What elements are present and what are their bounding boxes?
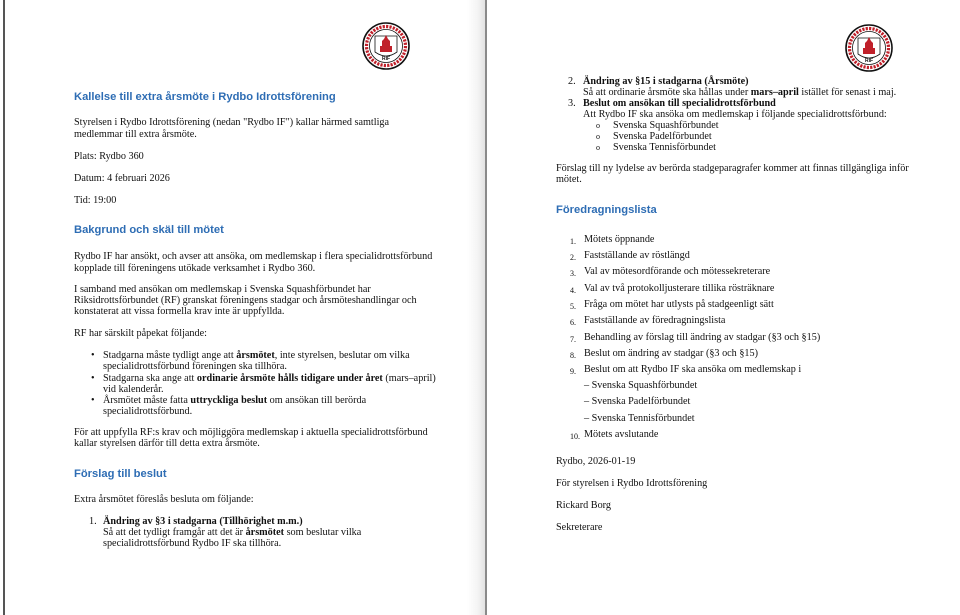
club-logo — [362, 22, 410, 70]
svg-text:RIF: RIF — [381, 56, 391, 62]
agenda-number: 2. — [570, 253, 576, 262]
proposal-item-number: 2. — [568, 76, 576, 87]
bullet-icon: • — [91, 395, 95, 406]
place-date: Rydbo, 2026-01-19 — [556, 456, 636, 467]
proposal-item-text-cont: specialidrottsförbund Rydbo IF ska tillhöra. — [103, 538, 282, 549]
bullet-icon: • — [91, 373, 95, 384]
bullet-item-cont: specialidrottsförbund föreningen ska tillhöra. — [103, 361, 287, 372]
proposal-item-text: Att Rydbo IF ska ansöka om medlemskap i följande specialidrottsförbund: — [583, 109, 887, 120]
intro-line-1: Styrelsen i Rydbo Idrottsförening (nedan "Rydbo IF") kallar härmed samtliga — [74, 117, 390, 128]
agenda-item: Fastställande av föredragningslista — [584, 315, 726, 326]
bullet-item: Stadgarna ska ange att ordinarie årsmöte hålls tidigare under året (mars–april) — [103, 373, 436, 384]
agenda-item: Fråga om mötet har utlysts på stadgeenligt sätt — [584, 299, 774, 310]
signer-role: Sekreterare — [556, 522, 603, 533]
agenda-item: Val av två protokolljusterare tillika rösträknare — [584, 283, 775, 294]
bullet-item: Stadgarna måste tydligt ange att årsmötet, inte styrelsen, beslutar om vilka — [103, 350, 410, 361]
agenda-item: Val av mötesordförande och mötessekreterare — [584, 266, 771, 277]
agenda-sub-item: – Svenska Squashförbundet — [584, 380, 698, 391]
proposal-item-text: Så att ordinarie årsmöte ska hållas under mars–april istället för senast i maj. — [583, 87, 897, 98]
page-gutter-shadow — [467, 0, 485, 615]
federation-item: Svenska Tennisförbundet — [613, 142, 716, 153]
meeting-place: Plats: Rydbo 360 — [74, 151, 144, 162]
background-p1-line-2: kopplade till föreningens utökade verksamhet i Rydbo 360. — [74, 263, 316, 274]
agenda-item: Behandling av förslag till ändring av stadgar (§3 och §15) — [584, 332, 821, 343]
conclusion-line-2: kallar styrelsen därför till detta extra årsmöte. — [74, 438, 260, 449]
agenda-item: Beslut om att Rydbo IF ska ansöka om medlemskap i — [584, 364, 802, 375]
bullet-item: Årsmötet måste fatta uttryckliga beslut om ansökan till berörda — [103, 395, 367, 406]
agenda-number: 1. — [570, 237, 576, 246]
proposal-item-title: Ändring av §3 i stadgarna (Tillhörighet m.m.) — [103, 516, 303, 527]
agenda-heading: Föredragningslista — [556, 204, 657, 216]
document-page-1 — [3, 0, 467, 615]
federation-item: Svenska Padelförbundet — [613, 131, 712, 142]
conclusion-line-1: För att uppfylla RF:s krav och möjliggöra medlemskap i aktuella specialidrottsförbund — [74, 427, 428, 438]
agenda-number: 9. — [570, 367, 576, 376]
signature-for-board: För styrelsen i Rydbo Idrottsförening — [556, 478, 708, 489]
agenda-number: 7. — [570, 335, 576, 344]
proposal-item-title: Beslut om ansökan till specialidrottsförbund — [583, 98, 776, 109]
document-page-2 — [487, 0, 960, 615]
proposal-item-title: Ändring av §15 i stadgarna (Årsmöte) — [583, 76, 749, 87]
background-p1-line-1: Rydbo IF har ansökt, och avser att ansöka, om medlemskap i flera specialidrottsförbund — [74, 251, 433, 262]
agenda-number: 8. — [570, 351, 576, 360]
agenda-item: Beslut om ändring av stadgar (§3 och §15) — [584, 348, 758, 359]
bullet-icon: • — [91, 350, 95, 361]
proposal-item-text: Så att det tydligt framgår att det är årsmötet som beslutar vilka — [103, 527, 362, 538]
intro-line-2: medlemmar till extra årsmöte. — [74, 129, 197, 140]
proposal-heading: Förslag till beslut — [74, 468, 167, 480]
circle-bullet-icon: o — [596, 143, 600, 152]
agenda-number: 10. — [570, 432, 580, 441]
agenda-number: 5. — [570, 302, 576, 311]
background-p2-line-1: I samband med ansökan om medlemskap i Svenska Squashförbundet har — [74, 284, 371, 295]
note-line-2: mötet. — [556, 174, 582, 185]
agenda-number: 4. — [570, 286, 576, 295]
agenda-item: Mötets öppnande — [584, 234, 655, 245]
federation-item: Svenska Squashförbundet — [613, 120, 719, 131]
agenda-number: 6. — [570, 318, 576, 327]
background-p2-line-2: Riksidrottsförbundet (RF) granskat föreningens stadgar och årsmöteshandlingar och — [74, 295, 417, 306]
proposal-item-number: 1. — [89, 516, 97, 527]
agenda-item: Mötets avslutande — [584, 429, 659, 440]
rf-intro: RF har särskilt påpekat följande: — [74, 328, 207, 339]
document-title: Kallelse till extra årsmöte i Rydbo Idrottsförening — [74, 91, 336, 103]
svg-text:RIF: RIF — [864, 58, 874, 64]
circle-bullet-icon: o — [596, 132, 600, 141]
agenda-sub-item: – Svenska Padelförbundet — [584, 396, 691, 407]
agenda-item: Fastställande av röstlängd — [584, 250, 690, 261]
background-p2-line-3: konstaterat att vissa formella krav inte är uppfyllda. — [74, 306, 285, 317]
bullet-item-cont: specialidrottsförbund. — [103, 406, 193, 417]
bullet-item-cont: vid kalenderår. — [103, 384, 164, 395]
background-heading: Bakgrund och skäl till mötet — [74, 224, 224, 236]
proposal-intro: Extra årsmötet föreslås besluta om följande: — [74, 494, 254, 505]
proposal-item-number: 3. — [568, 98, 576, 109]
signer-name: Rickard Borg — [556, 500, 611, 511]
agenda-number: 3. — [570, 269, 576, 278]
circle-bullet-icon: o — [596, 121, 600, 130]
agenda-sub-item: – Svenska Tennisförbundet — [584, 413, 695, 424]
note-line-1: Förslag till ny lydelse av berörda stadgeparagrafer kommer att finnas tillgängliga inför — [556, 163, 909, 174]
club-logo — [845, 24, 893, 72]
meeting-date: Datum: 4 februari 2026 — [74, 173, 170, 184]
meeting-time: Tid: 19:00 — [74, 195, 117, 206]
